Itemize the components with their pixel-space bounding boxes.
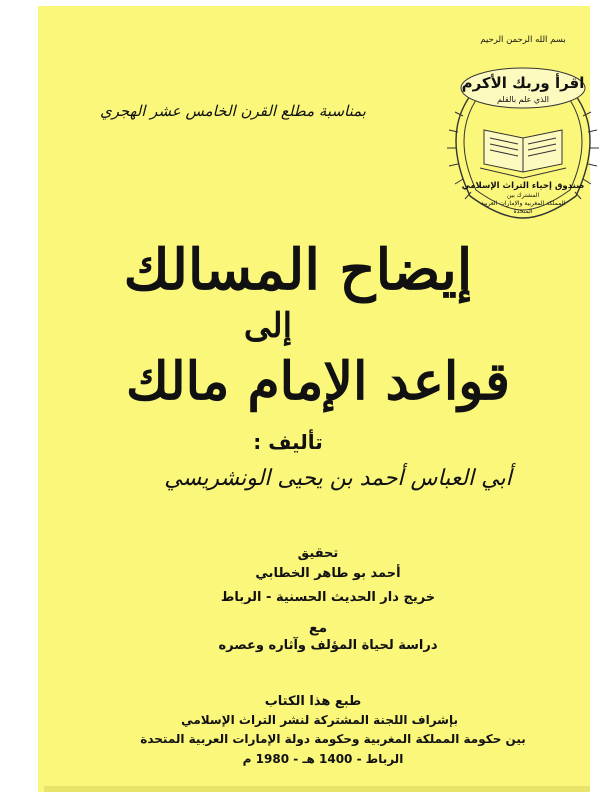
editor-affiliation: خريج دار الحديث الحسنية - الرباط bbox=[220, 590, 436, 605]
seal-fund-sub3: المتحدة bbox=[513, 208, 533, 215]
governments-line: بين حكومة المملكة المغربية وحكومة دولة الإمارات العربية المتحدة bbox=[140, 732, 526, 746]
occasion-line: بمناسبة مطلع القرن الخامس عشر الهجري bbox=[100, 102, 366, 120]
editing-label: تحقيق bbox=[297, 546, 339, 561]
title-line-1: إيضاح المسالك bbox=[123, 237, 473, 303]
seal-fund-name: صندوق إحياء التراث الإسلامي bbox=[461, 181, 585, 191]
book-cover bbox=[38, 6, 590, 792]
dateline: الرباط - 1400 هـ - 1980 م bbox=[242, 752, 404, 766]
author-name: أبي العباس أحمد بن يحيى الونشريسي bbox=[164, 466, 512, 491]
seal-basmala: بسم الله الرحمن الرحيم bbox=[480, 35, 566, 45]
with-label: مع bbox=[308, 620, 328, 636]
seal-fund-sub1: المشترك بين bbox=[506, 192, 540, 199]
seal-verse: اقرأ وربك الأكرم bbox=[461, 74, 585, 92]
title-line-3: قواعد الإمام مالك bbox=[125, 351, 511, 412]
printed-label: طبع هذا الكتاب bbox=[264, 694, 362, 709]
study-note: دراسة لحياة المؤلف وآثاره وعصره bbox=[218, 638, 438, 653]
heritage-fund-seal bbox=[430, 26, 600, 226]
supervision-line: بإشراف اللجنة المشتركة لنشر التراث الإسلامي bbox=[181, 713, 458, 727]
authorship-label: تأليف : bbox=[253, 430, 323, 454]
seal-fund-sub2: المملكة المغربية والإمارات العربية bbox=[480, 200, 566, 207]
title-line-2: إلى bbox=[243, 306, 293, 346]
seal-verse-sub: الذي علم بالقلم bbox=[496, 95, 550, 104]
editor-name: أحمد بو طاهر الخطابي bbox=[255, 566, 401, 581]
